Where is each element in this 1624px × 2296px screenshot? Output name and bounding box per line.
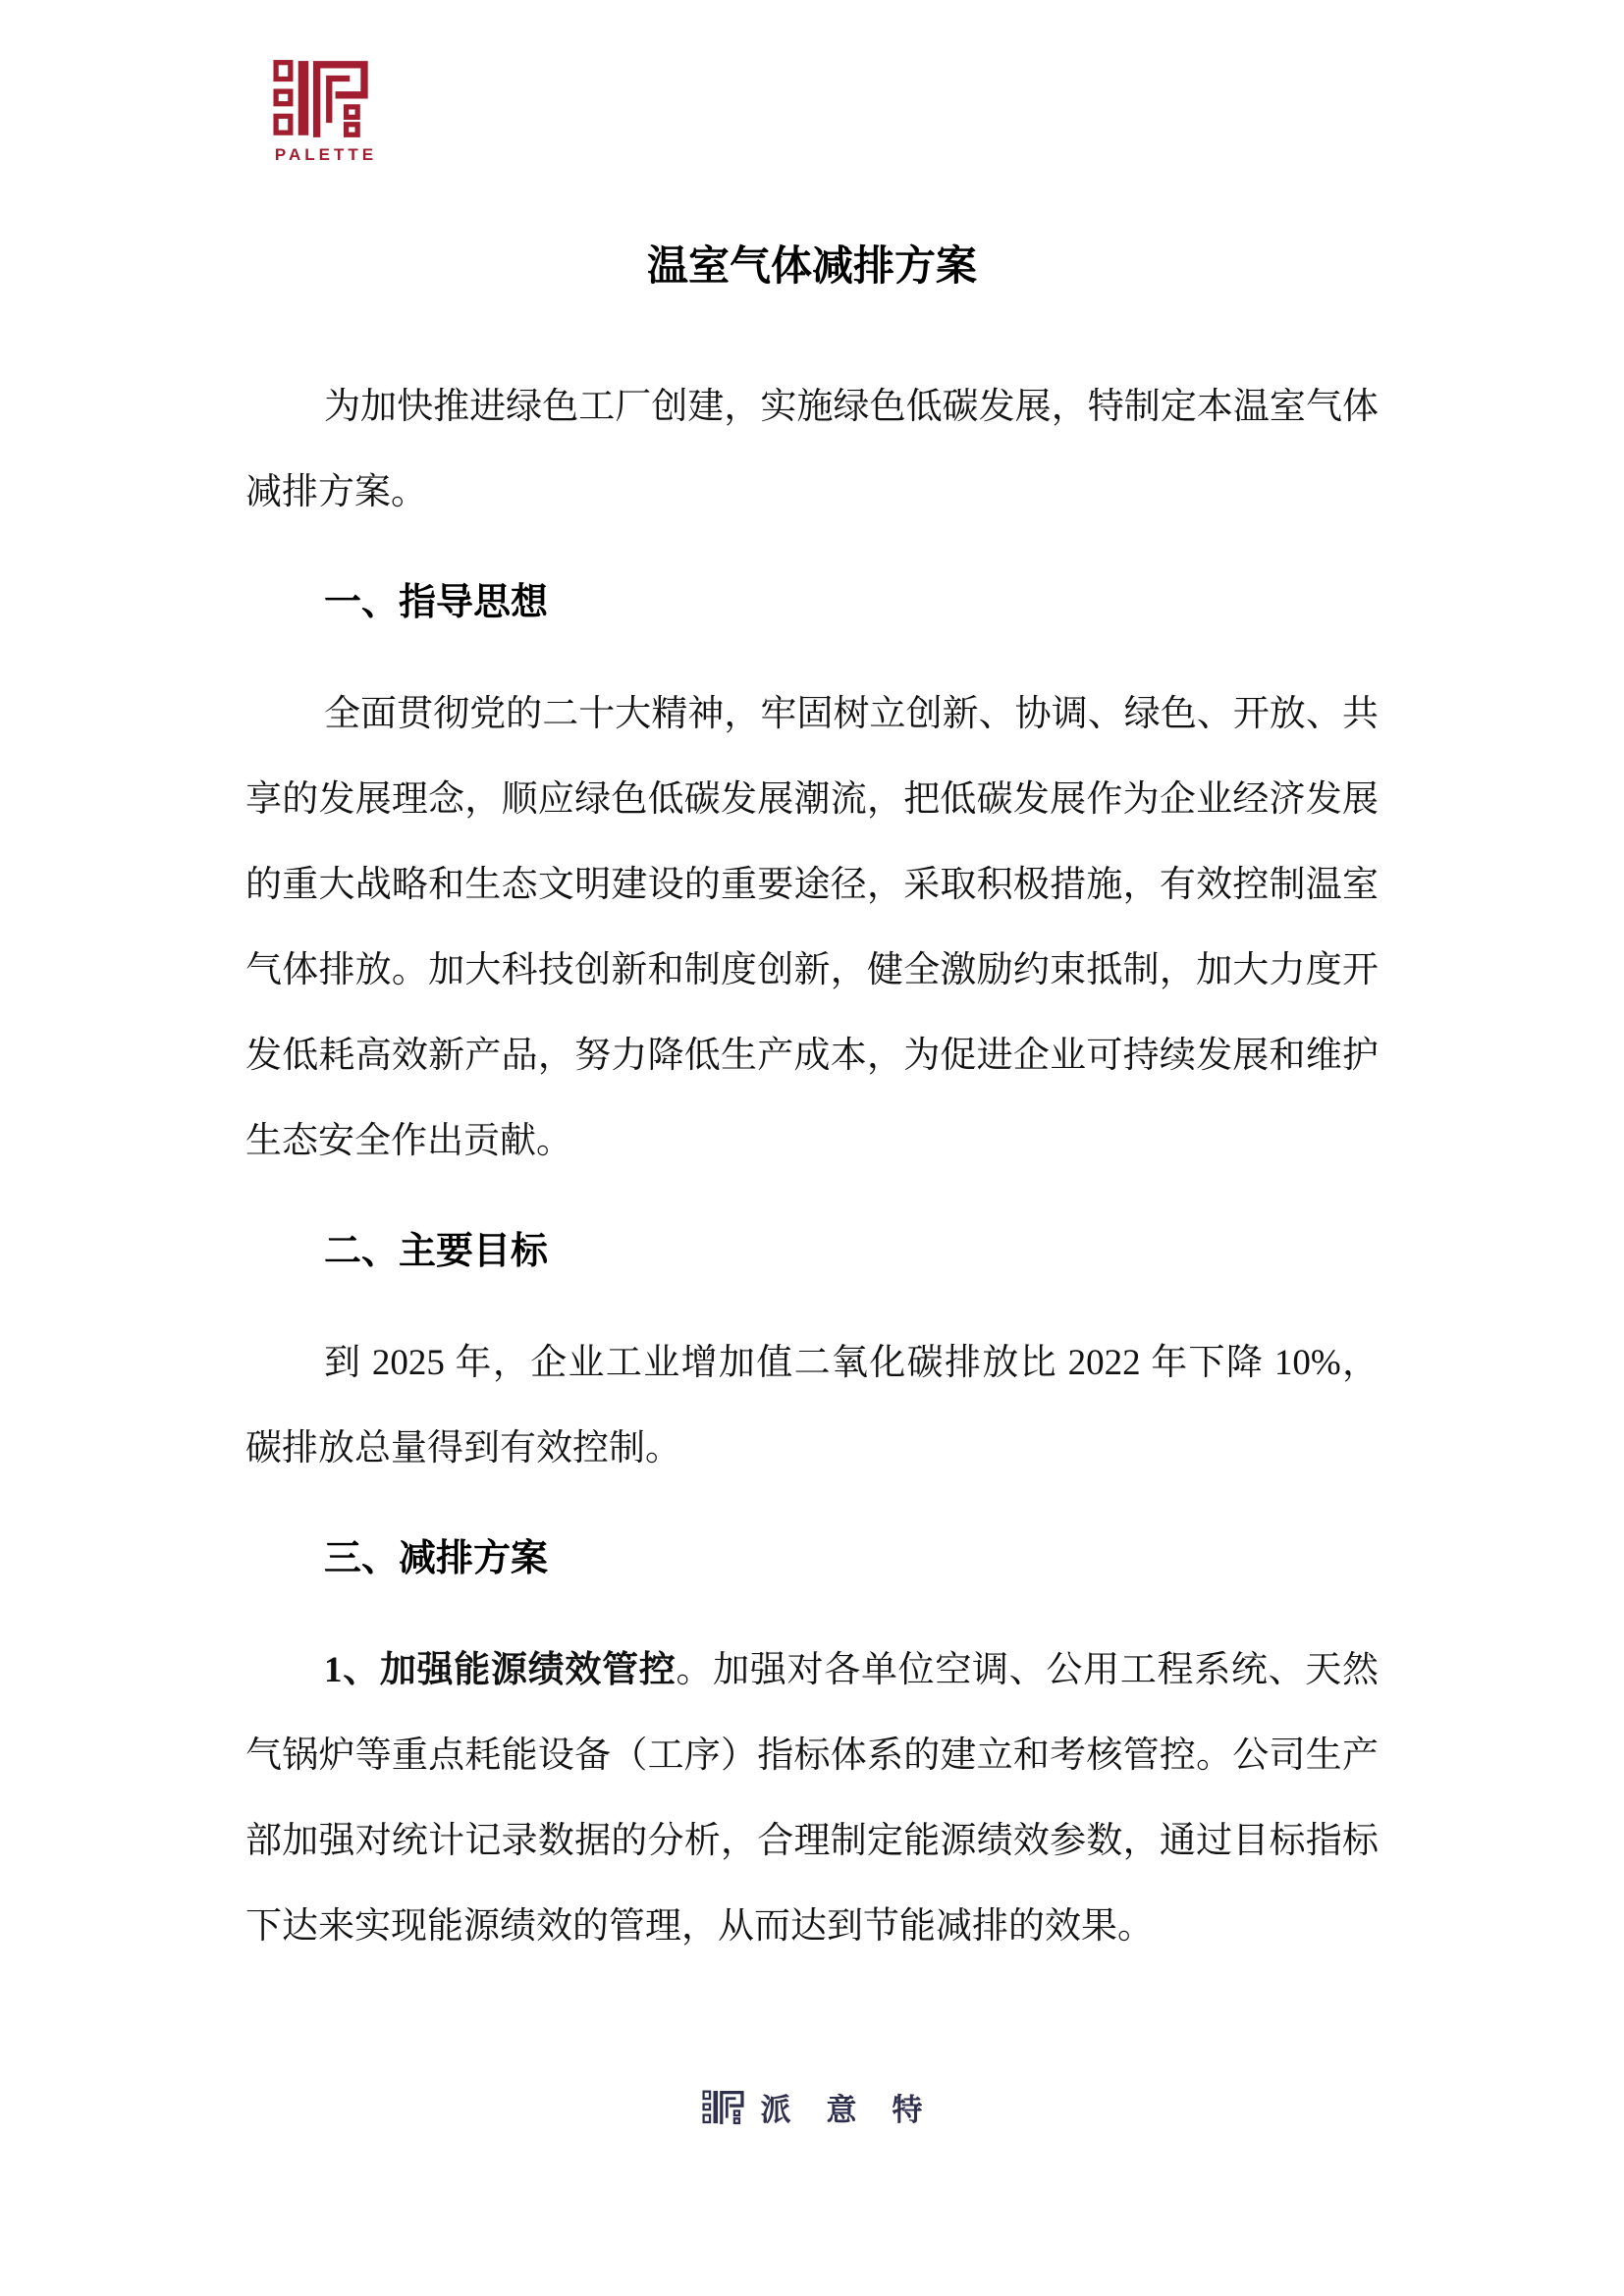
section-1-heading: 一、指导思想: [324, 582, 549, 623]
paiyite-logo-icon: [702, 2088, 747, 2127]
footer-brand: [0, 2085, 1624, 2129]
section-3-paragraph: [245, 1628, 1379, 1969]
section-3-heading: 三、减排方案: [324, 1538, 549, 1579]
intro-paragraph: 为加快推进绿色工厂创建，实施绿色低碳发展，特制定本温室气体减排方案。: [245, 387, 1379, 512]
brand-wordmark: PALETTE: [274, 145, 378, 164]
section-2-paragraph: 到 2025 年，企业工业增加值二氧化碳排放比 2022 年下降 10%，碳排放总量得到有效控制。: [245, 1343, 1379, 1468]
section-3-text: 。加强对各单位空调、公用工程系统、天然气锅炉等重点耗能设备（工序）指标体系的建立和考核管控。公司生产部加强对统计记录数据的分析，合理制定能源绩效参数，通过目标指标下达来实现能源绩效的管理，从而达到节能减排的效果。: [245, 1650, 1380, 1947]
section-2-heading: 二、主要目标: [324, 1231, 549, 1272]
document-body: [245, 0, 1379, 1969]
section-1-paragraph: 全面贯彻党的二十大精神，牢固树立创新、协调、绿色、开放、共享的发展理念，顺应绿色低碳发展潮流，把低碳发展作为企业经济发展的重大战略和生态文明建设的重要途径，采取积极措施，有效控制温室气体排放。加大科技创新和制度创新，健全激励约束抵制，加大力度开发低耗高效新产品，努力降低生产成本，为促进企业可持续发展和维护生态安全作出贡献。: [245, 694, 1379, 1161]
document-title: 温室气体减排方案: [646, 242, 977, 289]
footer-brand-text: 派意特: [760, 2093, 958, 2127]
section-3-lead: 1、加强能源绩效管控: [324, 1650, 677, 1690]
